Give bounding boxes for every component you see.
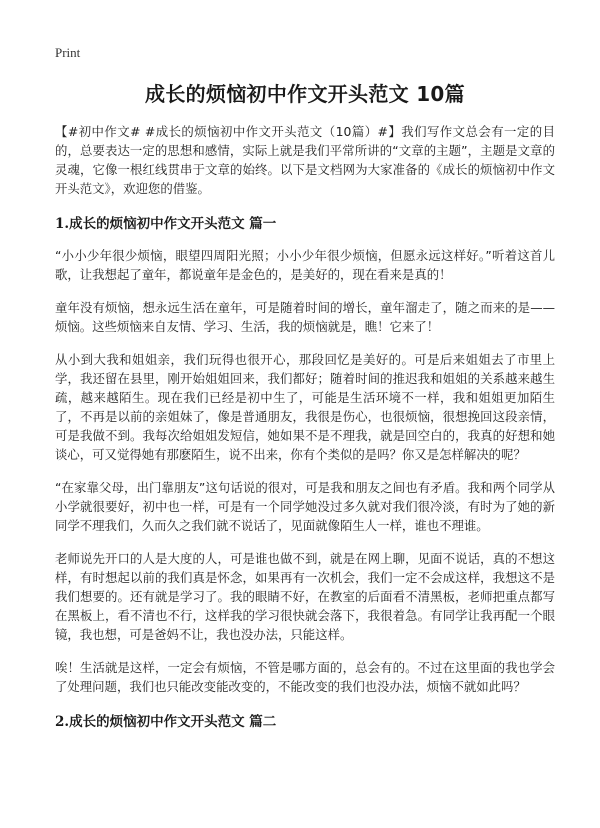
print-link[interactable]: Print — [55, 45, 81, 60]
paragraph-1: “小小少年很少烦恼，眼望四周阳光照；小小少年很少烦恼，但愿永远这样好。”听着这首儿歌，让我想起了童年，都说童年是金色的，是美好的，现在看来是真的！ — [55, 248, 555, 282]
paragraph-6: 唉！生活就是这样，一定会有烦恼，不管是哪方面的，总会有的。不过在这里面的我也学会了处理问题，我们也只能改变能改变的，不能改变的我们也没办法，烦恼不就如此吗？ — [55, 660, 555, 694]
paragraph-3: 从小到大我和姐姐亲，我们玩得也很开心，那段回忆是美好的。可是后来姐姐去了市里上学，我还留在县里，刚开始姐姐回来，我们都好；随着时间的推迟我和姐姐的关系越来越生疏，越来越陌生。现在我们已经是初中生了，可能是生活环境不一样，我和姐姐更加陌生了，不再是以前的亲姐妹了，像是普通朋友，我很是伤心，也很烦恼，很想挽回这段亲情，可是我做不到。我每次给姐姐发短信，她如果不是不理我，就是回空白的，我真的好想和她谈心，可又觉得她有那麽陌生，说不出来，你有个类似的是吗？你又是怎样解决的呢？ — [55, 352, 555, 462]
paragraph-4: “在家靠父母，出门靠朋友”这句话说的很对，可是我和朋友之间也有矛盾。我和两个同学从小学就很要好，初中也一样，可是有一个同学她没过多久就对我们很冷淡，有时为了她的新同学不理我们，久而久之我们就不说话了，见面就像陌生人一样，谁也不理谁。 — [55, 480, 555, 533]
section-heading-2: 2.成长的烦恼初中作文开头范文 篇二 — [55, 714, 277, 730]
page-title: 成长的烦恼初中作文开头范文 10篇 — [145, 82, 465, 106]
intro-paragraph: 【#初中作文# #成长的烦恼初中作文开头范文（10篇）#】我们写作文总会有一定的目的，总要表达一定的思想和感情，实际上就是我们平常所讲的“文章的主题”，主题是文章的灵魂，它像一根红线贯串于文章的始终。以下是文档网为大家准备的《成长的烦恼初中作文开头范文》，欢迎您的借鉴。 — [55, 124, 555, 196]
paragraph-5: 老师说先开口的人是大度的人，可是谁也做不到，就是在网上聊，见面不说话，真的不想这样，有时想起以前的我们真是怀念，如果再有一次机会，我们一定不会成这样，我想这不是我们想要的。还有就是学习了。我的眼睛不好，在教室的后面看不清黑板，老师把重点都写在黑板上，看不清也不行，这样我的学习很快就会落下，我很着急。有同学让我再配一个眼镜，我也想，可是爸妈不让，我也没办法，只能这样。 — [55, 551, 555, 642]
article-body — [55, 122, 555, 744]
paragraph-2: 童年没有烦恼，想永远生活在童年，可是随着时间的增长，童年溜走了，随之而来的是——烦恼。这些烦恼来自友情、学习、生活，我的烦恼就是，瞧！它来了！ — [55, 300, 555, 334]
section-heading-1: 1.成长的烦恼初中作文开头范文 篇一 — [55, 216, 277, 232]
